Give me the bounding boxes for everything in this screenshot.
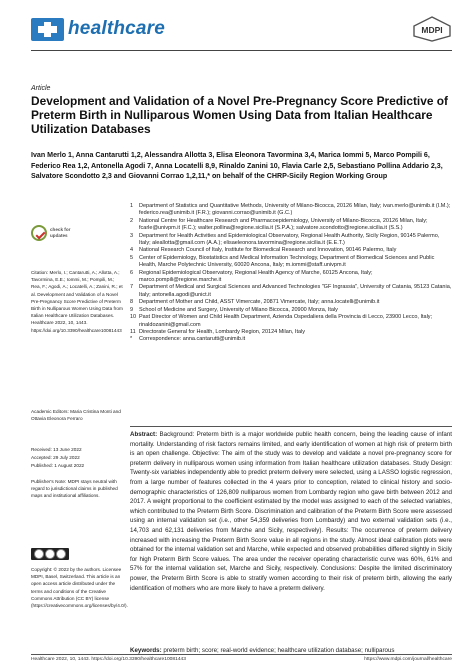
- citation-block: Citation: Merlo, I.; Cantarutti, A.; Allotta, A.; Tavormina, E.E.; Iommi, M.; Pompili, M.; Rea, F.; Agodi, A.; Locatelli, A.; Zanini, R.; et al. Development and Validation of a Novel Pre-Pregnancy Score Predictive of Preterm Birth in Nulliparous Women Using Data from Italian Healthcare Utilization Databases. Healthcare 2022, 10, 1443. https://doi.org/10.3390/healthcare10081443: [31, 270, 123, 333]
- affiliation-number: 8: [130, 299, 134, 306]
- affiliation-number: 9: [130, 306, 134, 313]
- affiliation-text: National Centre for Healthcare Research and Pharmacoepidemiology, University of Milano-Bicocca, 20126 Milan, Italy; fcarle@univpm.it (F.C.); walter.pollina@regione.sicilia.it (S.P.A.); salvatore.scondotto@regione.sicilia.it (S.S.): [139, 217, 428, 232]
- affiliations-divider: [130, 426, 452, 427]
- affiliation-number: 11: [130, 328, 136, 335]
- footer-divider: [31, 654, 452, 655]
- check-icon: [31, 225, 47, 241]
- affiliation-item: [130, 233, 452, 248]
- cc-by-license-icon[interactable]: [31, 548, 69, 560]
- affiliation-item: [130, 336, 452, 343]
- copyright-notice: Copyright: © 2022 by the authors. Licensee MDPI, Basel, Switzerland. This article is an open access article distributed under the terms and conditions of the Creative Commons Attribution (CC BY) license (https://creativecommons.org/licenses/by/4.0/).: [31, 567, 128, 609]
- affiliation-text: Department of Statistics and Quantitative Methods, University of Milano-Bicocca, 20126 Milan, Italy; ivan.merlo@unimib.it (I.M.); federico.rea@unimib.it (F.R.); giovanni.corrao@unimib.it (G.C.): [139, 203, 451, 217]
- abstract-text: Background: Preterm birth is a major worldwide public health concern, being the leading cause of infant mortality. Understanding of risk factors remains limited, and early identification of women at high risk of preterm birth is an open challenge. Objective: The aim of the study was to develop and validate a novel pre-pregnancy score for preterm delivery in nulliparous women using information from Italian healthcare utilization databases. Study Design: Twenty-six variables independently able to predict preterm delivery were selected, using a LASSO logistic regression, from a large number of features collected in the 4 years prior to conception, related to clinical history and socio-demographic characteristics of 126,809 nulliparous women from Lombardy region who gave birth between 2012 and 2017. A weight proportional to the coefficient estimated by the model was assigned to each of the selected variables, which contributed to the Preterm Birth Score. Discrimination and calibration of the Preterm Birth Score were assessed using an internal validation set (i.e., other 54,359 deliveries from Lombardy) and two external validation sets (i.e., 14,703 and 62,131 deliveries from Marche and Sicily, respectively). Results: The occurrence of preterm delivery increased with increasing the Preterm Birth Score value in all regions in the study. Almost ideal calibration plots were obtained for the internal validation set and Marche, while expected and observed probabilities differed slightly in Sicily for high Preterm Birth Score values. The area under the receiver operating characteristic curve was 60%, 61% and 57% for the internal validation set, Marche and Sicily, respectively. Conclusions: Despite the limited discriminatory power, the Preterm Birth Score is able to stratify women according to their risk of preterm birth, allowing the early identification of mothers who are more likely to have a preterm delivery.: [130, 431, 452, 592]
- publisher-note: Publisher's Note: MDPI stays neutral with regard to jurisdictional claims in published maps and institutional affiliations.: [31, 479, 118, 499]
- affiliation-text: Directorate General for Health, Lombardy Region, 20124 Milan, Italy: [139, 328, 306, 335]
- affiliation-item: [130, 218, 452, 233]
- affiliation-item: [130, 247, 452, 254]
- affiliation-text: Past Director of Women and Child Health Department, Azienda Ospedaliera della Provincia di Lecco, 23900 Lecco, Italy; rinaldozanini@gmail.com: [139, 314, 433, 328]
- affiliation-item: [130, 203, 452, 218]
- check-for-updates-badge[interactable]: [31, 225, 79, 245]
- publisher-name: MDPI: [421, 25, 443, 35]
- article-type: Article: [31, 85, 51, 92]
- affiliation-number: 2: [130, 217, 134, 224]
- academic-editors: Academic Editors: Maria Cristina Monti and Ottavia Eleonora Ferraro: [31, 409, 121, 422]
- journal-logo-icon: [31, 18, 64, 41]
- affiliation-text: Department of Mother and Child, ASST Vimercate, 20871 Vimercate, Italy; anna.locatelli@unimib.it: [139, 299, 380, 306]
- affiliation-text: National Research Council of Italy, Institute for Biomedical Research and Innovation, 90146 Palermo, Italy: [139, 247, 397, 254]
- footer-citation[interactable]: Healthcare 2022, 10, 1443. https://doi.org/10.3390/healthcare10081443: [31, 657, 186, 662]
- header-divider: [31, 50, 452, 51]
- mdpi-logo-icon: [412, 16, 452, 42]
- affiliation-item: [130, 299, 452, 306]
- abstract-label: Abstract:: [130, 431, 158, 438]
- affiliation-text: Correspondence: anna.cantarutti@unimib.it: [139, 336, 246, 343]
- published-date: Published: 1 August 2022: [31, 463, 85, 468]
- keywords-label: Keywords:: [130, 647, 162, 654]
- affiliation-text: Regional Epidemiological Observatory, Regional Health Agency of Marche, 60125 Ancona, Italy; marco.pompili@regione.marche.it: [139, 269, 373, 284]
- affiliation-number: 3: [130, 232, 134, 239]
- affiliation-text: Department for Health Activities and Epidemiological Observatory, Regional Health Authority, Sicily Region, 90145 Palermo, Italy; aleallotta@gmail.com (A.A.); elisaeleonora.tavormina@regione.sicilia.it (E.E.T.): [139, 232, 440, 247]
- abstract: [130, 430, 452, 593]
- affiliation-item: [130, 284, 452, 299]
- affiliation-number: 4: [130, 247, 134, 254]
- affiliation-text: Department of Medical and Surgical Sciences and Advanced Technologies "GF Ingrassia", University of Catania, 95123 Catania, Italy; antonella.agodi@unict.it: [139, 284, 452, 298]
- affiliation-text: Center of Epidemiology, Biostatistics and Medical Information Technology, Department of Biomedical Sciences and Public Health, Marche Polytechnic University, 60020 Ancona, Italy; m.iommi@staff.univpm.it: [139, 254, 435, 269]
- page-title: Development and Validation of a Novel Pre-Pregnancy Score Predictive of Preterm Birth in Nulliparous Women Using Data from Italian Healthcare Utilization Databases: [31, 94, 448, 136]
- affiliation-item: [130, 307, 452, 314]
- journal-url-link[interactable]: https://www.mdpi.com/journal/healthcare: [364, 657, 452, 662]
- affiliation-item: [130, 329, 452, 336]
- author-list: Ivan Merlo 1, Anna Cantarutti 1,2, Alessandra Allotta 3, Elisa Eleonora Tavormina 3,4, Marica Iommi 5, Marco Pompili 6, Federico Rea 1,2, Antonella Agodi 7, Anna Locatelli 8,9, Rinaldo Zanini 10, Flavia Carle 2,5, Sebastiano Pollina Addario 2,3, Salvatore Scondotto 2,3 and Giovanni Corrao 1,2,11,* on behalf of the CHRP-Sicily Region Working Group: [31, 151, 443, 181]
- affiliation-number: 1: [130, 203, 134, 209]
- check-badge-line-1: check for: [50, 227, 71, 232]
- affiliation-number: 7: [130, 284, 134, 291]
- journal-name: healthcare: [68, 18, 166, 39]
- check-badge-line-2: updates: [50, 232, 68, 238]
- affiliation-number: 5: [130, 254, 134, 261]
- affiliation-item: [130, 270, 452, 285]
- page-footer: [31, 657, 452, 662]
- keywords-text: preterm birth; score; real-world evidence; healthcare utilization database; nulliparous: [163, 647, 395, 654]
- affiliation-text: School of Medicine and Surgery, University of Milano Bicocca, 20900 Monza, Italy: [139, 306, 338, 313]
- received-date: Received: 13 June 2022: [31, 447, 82, 452]
- affiliation-item: [130, 255, 452, 270]
- affiliations-list: [130, 203, 452, 344]
- affiliation-number: 6: [130, 269, 134, 276]
- affiliation-number: 10: [130, 314, 137, 321]
- accepted-date: Accepted: 29 July 2022: [31, 455, 80, 460]
- affiliation-number: *: [130, 336, 133, 343]
- affiliation-item: [130, 314, 452, 329]
